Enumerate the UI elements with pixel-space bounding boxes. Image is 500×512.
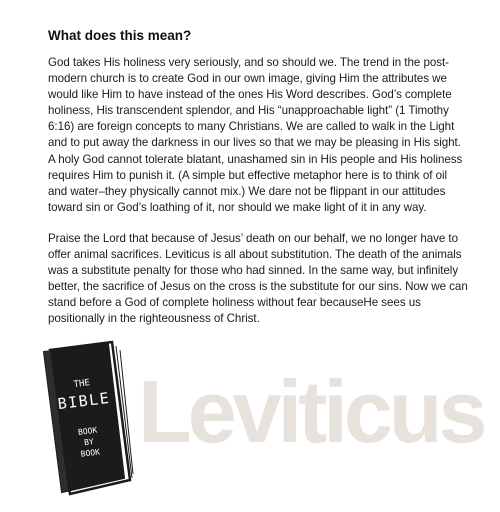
paragraph-substitution: Praise the Lord that because of Jesus’ death on our behalf, we no longer have to offer animal sacrifices. Leviticus is all about substitution. The death of the animals was a substitute penalty for those who had sinned. In the same way, but infinitely better, the sacrifice of Jesus on the cross is the substitute for our sins. Now we can stand before a God of complete holiness without fear becauseHe sees us positionally in the righteousness of Christ. — [48, 231, 468, 326]
book-subtitle-by: BY — [83, 437, 95, 448]
book-title-bible: BIBLE — [56, 388, 112, 414]
main-content — [48, 28, 468, 343]
paragraph-holiness: God takes His holiness very seriously, and so should we. The trend in the post-modern church is to create God in our own image, giving Him the attributes we would like Him to have instead of the ones His Word describes. God’s complete holiness, His transcendent splendor, and His “unapproachable light” (1 Timothy 6:16) are foreign concepts to many Christians. We are called to walk in the Light and to put away the darkness in our lives so that we may be pleasing in His sight. A holy God cannot tolerate blatant, unashamed sin in His people and His holiness requires Him to punish it. (A simple but effective metaphor here is to think of oil and water–they physically cannot mix.) We dare not be flippant in our attitudes toward sin or God’s loathing of it, nor should we make light of it in any way. — [48, 56, 463, 214]
book-title-the: THE — [73, 378, 91, 391]
book-subtitle-book: BOOK — [77, 425, 98, 437]
section-heading: What does this mean? — [48, 28, 192, 43]
bible-book-illustration — [40, 338, 135, 498]
leviticus-watermark: Leviticus — [138, 362, 484, 461]
book-subtitle-book2: BOOK — [80, 447, 101, 459]
